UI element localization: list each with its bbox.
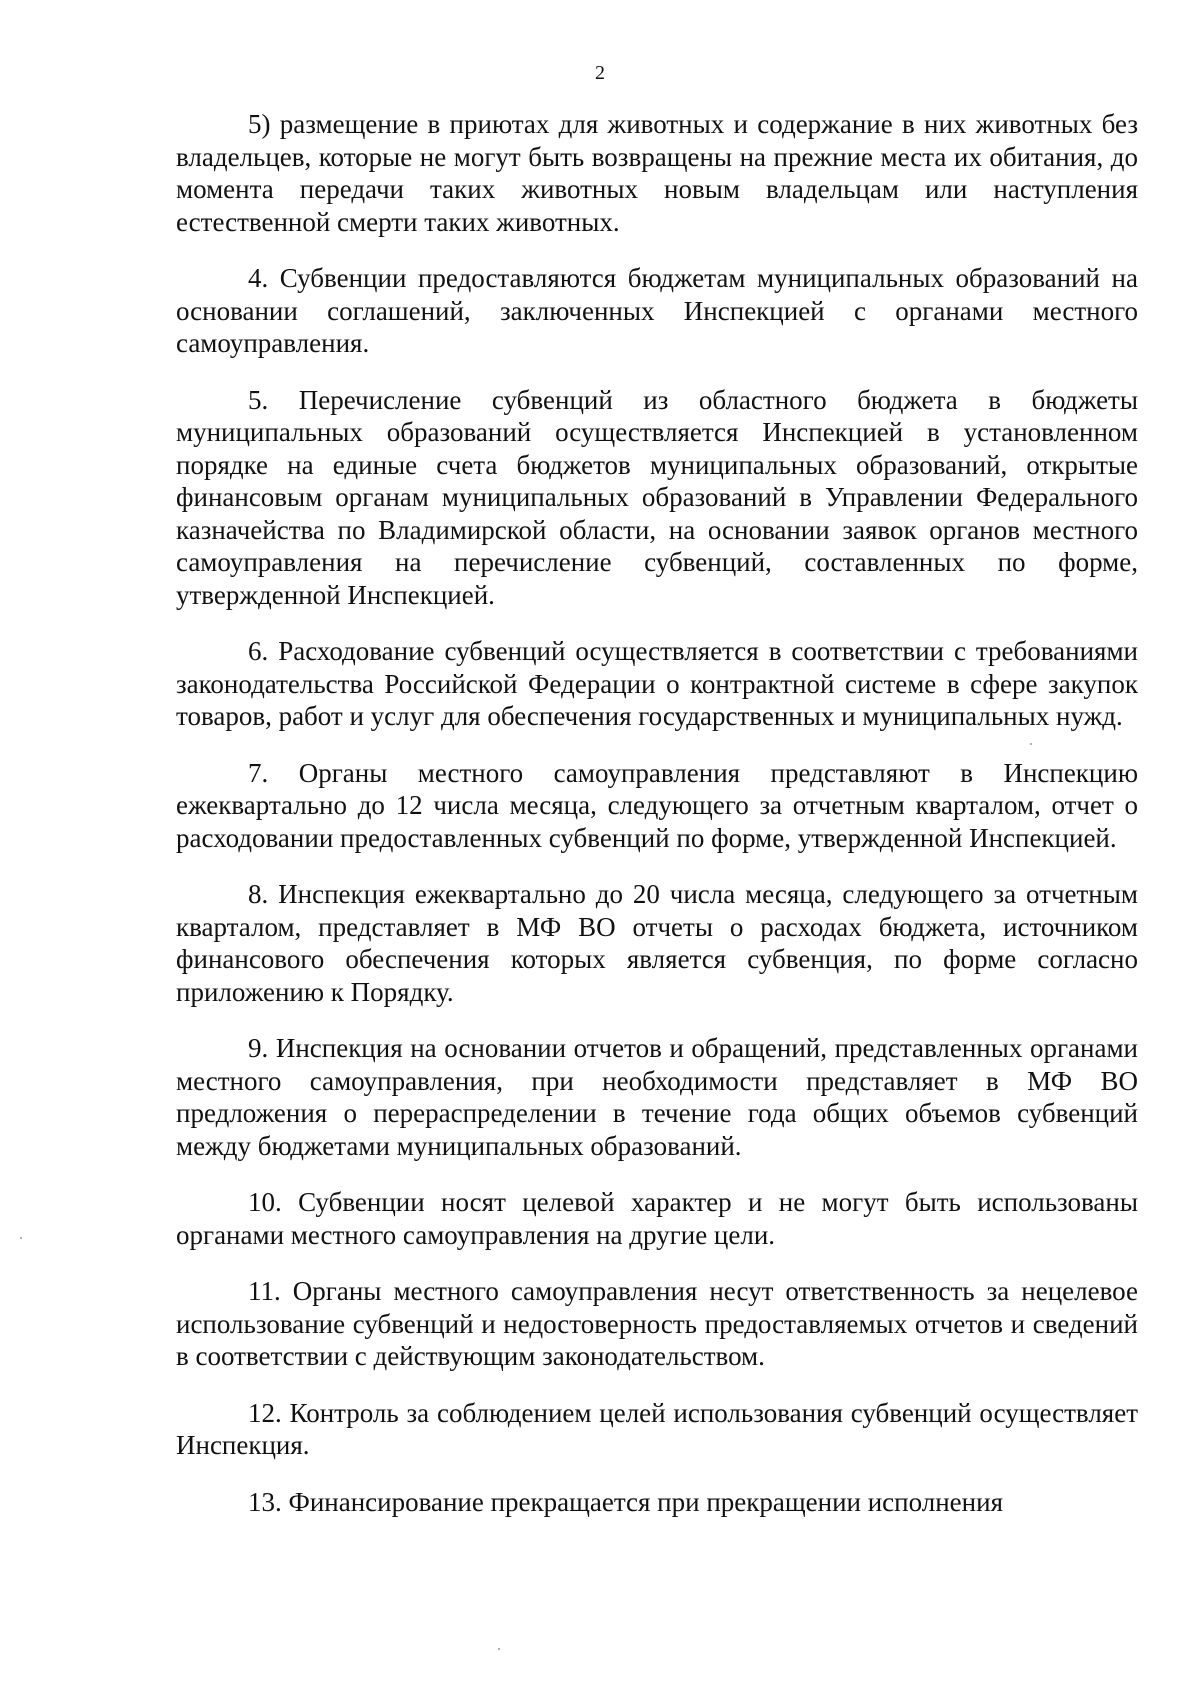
paragraph-4: 4. Субвенции предоставляются бюджетам муниципальных образований на основании соглашений, заключенных Инспекцией с органами местного самоуправления. — [176, 263, 1138, 358]
page-number: 2 — [595, 62, 605, 84]
paragraph-13: 13. Финансирование прекращается при прекращении исполнения — [248, 1486, 1003, 1517]
paragraph-9: 9. Инспекция на основании отчетов и обращений, представленных органами местного самоуправления, при необходимости представляет в МФ ВО предложения о перераспределении в течение года общих объемов субвенций между бюджетами муниципальных образований. — [176, 1033, 1138, 1161]
paragraph-10: 10. Субвенции носят целевой характер и не могут быть использованы органами местного самоуправления на другие цели. — [176, 1187, 1138, 1250]
paragraph-8: 8. Инспекция ежеквартально до 20 числа месяца, следующего за отчетным кварталом, представляет в МФ ВО отчеты о расходах бюджета, источником финансового обеспечения которых является субвенция, по форме согласно приложению к Порядку. — [176, 879, 1138, 1007]
paragraph-12: 12. Контроль за соблюдением целей использования субвенций осуществляет Инспекция. — [176, 1397, 1138, 1460]
scan-speck — [1030, 743, 1032, 745]
scan-speck — [20, 1237, 22, 1239]
paragraph-7: 7. Органы местного самоуправления представляют в Инспекцию ежеквартально до 12 числа месяца, следующего за отчетным кварталом, отчет о расходовании предоставленных субвенций по форме, утвержденной Инспекцией. — [176, 757, 1138, 853]
paragraph-5: 5. Перечисление субвенций из областного бюджета в бюджеты муниципальных образований осуществляется Инспекцией в установленном порядке на единые счета бюджетов муниципальных образований, открытые финансовым органам муниципальных образований в Управлении Федерального казначейства по Владимирской области, на основании заявок органов местного самоуправления на перечисление субвенций, составленных по форме, утвержденной Инспекцией. — [176, 384, 1138, 610]
paragraph-item-5: 5) размещение в приютах для животных и содержание в них животных без владельцев, которые не могут быть возвращены на прежние места их обитания, до момента передачи таких животных новым владельцам или наступления естественной смерти таких животных. — [176, 109, 1138, 237]
document-body — [176, 108, 1138, 1518]
paragraph-6: 6. Расходование субвенций осуществляется в соответствии с требованиями законодательства Российской Федерации о контрактной системе в сфере закупок товаров, работ и услуг для обеспечения государственных и муниципальных нужд. — [176, 636, 1138, 731]
paragraph-11: 11. Органы местного самоуправления несут ответственность за нецелевое использование субвенций и недостоверность предоставляемых отчетов и сведений в соответствии с действующим законодательством. — [176, 1276, 1138, 1371]
scan-speck — [498, 1648, 500, 1650]
